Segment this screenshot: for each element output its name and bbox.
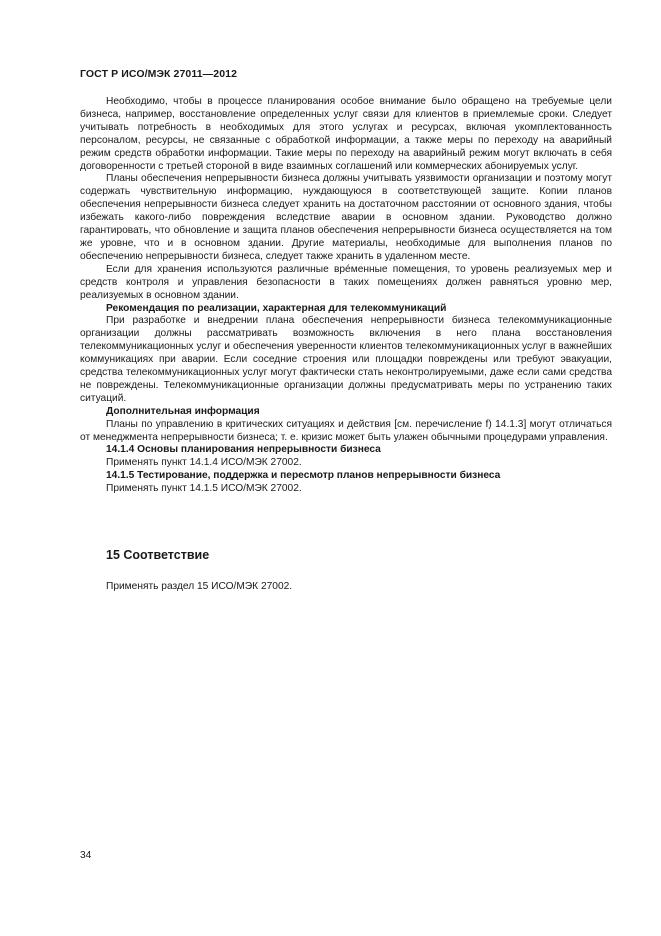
paragraph-crisis-management: Планы по управлению в критических ситуациях и действия [см. перечисление f) 14.1.3] могут отличаться от менеджмента непрерывности бизнеса; т. е. кризис может быть улажен обычными процедурами управления. — [80, 418, 612, 443]
document-header: ГОСТ Р ИСО/МЭК 27011—2012 — [80, 68, 238, 80]
document-body — [80, 96, 612, 496]
heading-14-1-5: 14.1.5 Тестирование, поддержка и пересмотр планов непрерывности бизнеса — [106, 470, 501, 482]
paragraph-plan-vulnerabilities: Планы обеспечения непрерывности бизнеса должны учитывать уязвимости организации и поэтому могут содержать чувствительную информацию, нуждающуюся в соответствующей защите. Копии планов обеспечения непрерывности бизнеса следует хранить на достаточном расстоянии от основного здания, чтобы избежать какого-либо повреждения вследствие аварии в основном здании. Руководство должно гарантировать, что обновление и защита планов обеспечения непрерывности бизнеса осуществляется на том же уровне, что и в основном здании. Другие материалы, необходимые для выполнения планов по обеспечению непрерывности бизнеса, следует также хранить в удаленном месте. — [80, 173, 612, 262]
paragraph-planning-goals: Необходимо, чтобы в процессе планирования особое внимание было обращено на требуемые цели бизнеса, например, восстановление определенных услуг связи для клиентов в приемлемые сроки. Следует учитывать потребность в необходимых для этого услугах и ресурсах, включая укомплектованность персоналом, ресурсы, не связанные с обработкой информации, а также меры по переходу на аварийный режим средств обработки информации. Такие меры по переходу на аварийный режим могут включать в себя договоренности с третьей стороной в виде взаимных соглашений или коммерческих абонируемых услуг. — [80, 96, 612, 172]
section-15-text: Применять раздел 15 ИСО/МЭК 27002. — [106, 581, 293, 592]
paragraph-apply-14-1-5: Применять пункт 14.1.5 ИСО/МЭК 27002. — [106, 483, 302, 495]
section-15-title: 15 Соответствие — [106, 548, 210, 562]
paragraph-temporary-premises: Если для хранения используются различные врéменные помещения, то уровень реализуемых мер и средств контроля и управления безопасности в таких помещениях должен равняться уровню мер, реализуемых в основном здании. — [80, 263, 612, 301]
heading-telecom-guidance: Рекомендация по реализации, характерная для телекоммуникаций — [106, 302, 447, 314]
paragraph-telecom-recovery: При разработке и внедрении плана обеспечения непрерывности бизнеса телекоммуникационные организации должны рассматривать возможность включения в него плана восстановления телекоммуникационных услуг и обеспечения уверенности клиентов телекоммуникационных услуг в важнейших коммуникациях при аварии. Если соседние строения или площадки повреждены или требуют эвакуации, средства телекоммуникационных услуг могут фактически стать неконтролируемыми, даже если сами средства не повреждены. Телекоммуникационные организации должны предусматривать меры по устранению таких ситуаций. — [80, 315, 612, 404]
page-number: 34 — [80, 850, 92, 861]
paragraph-apply-14-1-4: Применять пункт 14.1.4 ИСО/МЭК 27002. — [106, 457, 302, 469]
heading-additional-info: Дополнительная информация — [106, 405, 260, 417]
heading-14-1-4: 14.1.4 Основы планирования непрерывности бизнеса — [106, 444, 381, 456]
